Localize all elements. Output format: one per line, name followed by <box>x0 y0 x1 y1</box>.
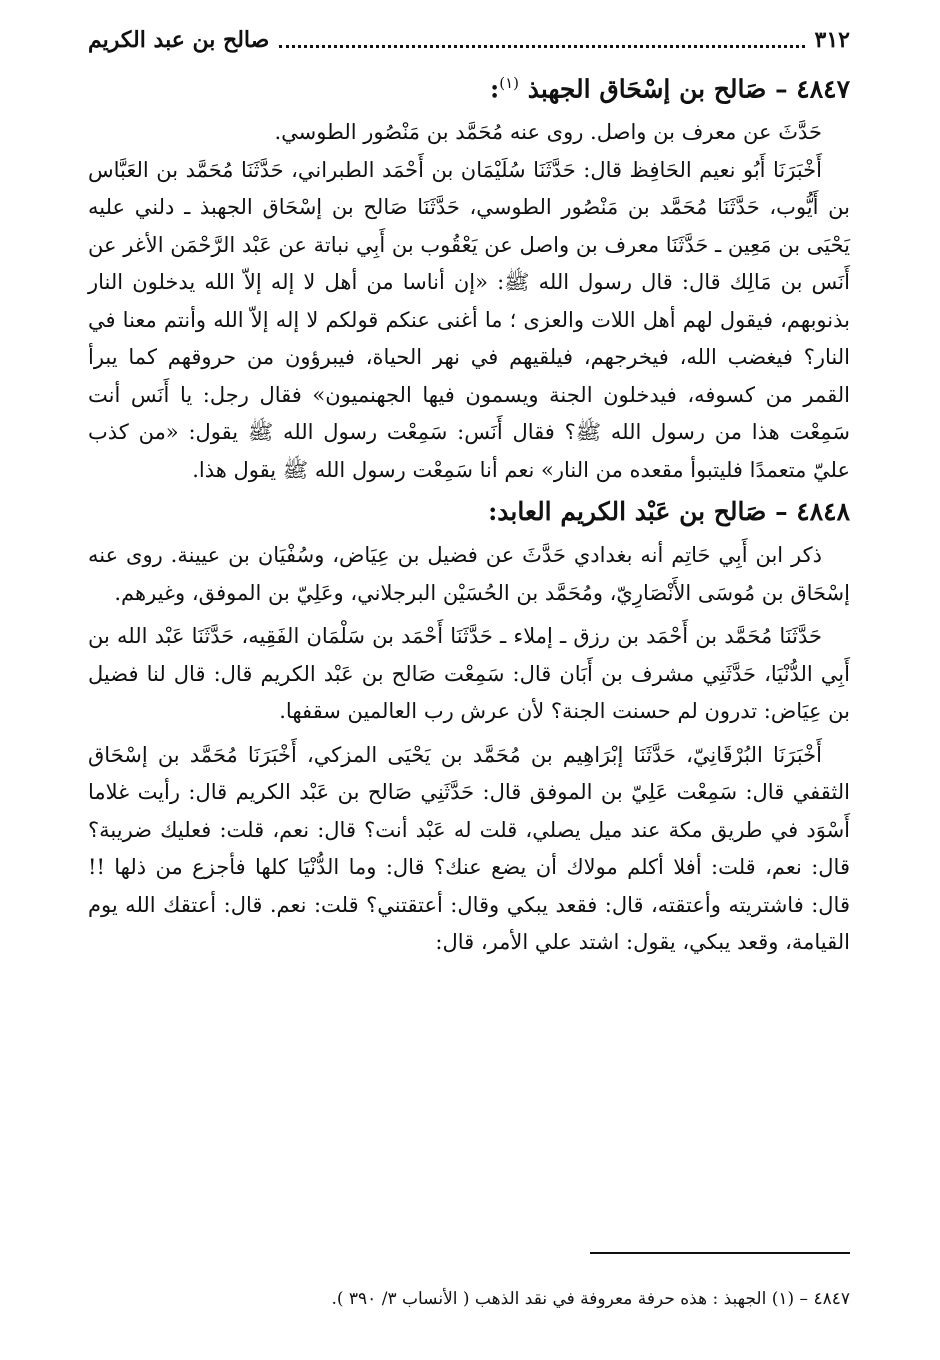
entry-title-text: ٤٨٤٨ – صَالح بن عَبْد الكريم العابد: <box>488 497 850 527</box>
entry-4848-summary: ذكر ابن أَبِي حَاتِم أنه بغدادي حَدَّثَ عن فضيل بن عِيَاض، وسُفْيَان بن عيينة. روى عنه إسْحَاق بن مُوسَى الأَنْصَارِيّ، ومُحَمَّد بن الحُسَيْن البرجلاني، وعَلِيّ بن الموفق، وغيرهم. <box>88 543 850 605</box>
running-header <box>88 20 850 60</box>
entry-title-text: ٤٨٤٧ – صَالح بن إسْحَاق الجهبذ <box>527 74 850 104</box>
running-title: صالح بن عبد الكريم <box>88 27 270 53</box>
entry-title-4848 <box>88 491 850 533</box>
book-page <box>88 20 850 1340</box>
footnote-marker: (١) <box>499 74 520 92</box>
footnote: ٤٨٤٧ – (١) الجهبذ : هذه حرفة معروفة في نقد الذهب ( الأنساب ٣/ ٣٩٠ ). <box>331 1289 850 1309</box>
page-number: ٣١٢ <box>814 27 850 53</box>
entry-4848-narration-1: حَدَّثَنَا مُحَمَّد بن أَحْمَد بن رزق ـ إملاء ـ حَدَّثَنَا أَحْمَد بن سَلْمَان الفَقِيه، حَدَّثَنَا عَبْد الله بن أَبِي الدُّنْيَا، حَدَّثَنِي مشرف بن أَبَان قال: سَمِعْت صَالح بن عَبْد الكريم قال: قال لنا فضيل بن عِيَاض: تدرون لم حسنت الجنة؟ لأن عرش رب العالمين سقفها. <box>88 624 850 724</box>
entry-4848-narration-2: أَخْبَرَنَا البُرْقَانِيّ، حَدَّثَنَا إبْرَاهِيم بن مُحَمَّد بن يَحْيَى المزكي، أَخْبَرَنَا مُحَمَّد بن إسْحَاق الثقفي قال: سَمِعْت عَلِيّ بن الموفق قال: حَدَّثَنِي صَالح بن عَبْد الكريم قال: رأيت غلاما أَسْوَد في طريق مكة عند ميل يصلي، قلت له عَبْد أنت؟ قال: نعم، قلت: فعليك ضريبة؟ قال: نعم، قلت: أفلا أكلم مولاك أن يضع عنك؟ قال: وما الدُّنْيَا كلها فأجزع من ذلها !! قال: فاشتريته وأعتقته، قال: فقعد يبكي وقال: أعتقتني؟ قلت: نعم. قال: أعتقك الله يوم القيامة، وقعد يبكي، يقول: اشتد علي الأمر، قال: <box>88 742 850 955</box>
entry-title-4847 <box>88 62 850 110</box>
entry-4847-summary: حَدَّثَ عن معرف بن واصل. روى عنه مُحَمَّد بن مَنْصُور الطوسي. <box>274 120 822 145</box>
footnote-divider <box>590 1252 850 1254</box>
entry-title-colon: : <box>490 74 500 104</box>
leader-dots <box>279 45 804 48</box>
entry-4847-hadith: أَخْبَرَنَا أَبُو نعيم الحَافِظ قال: حَدَّثَنَا سُلَيْمَان بن أَحْمَد الطبراني، حَدَّثَنَا مُحَمَّد بن العَبَّاس بن أَيُّوب، حَدَّثَنَا مُحَمَّد بن مَنْصُور الطوسي، حَدَّثَنَا صَالح بن إسْحَاق الجهبذ ـ دلني عليه يَحْيَى بن مَعِين ـ حَدَّثَنَا معرف بن واصل عن يَعْقُوب بن أَبِي نباتة عن عَبْد الرَّحْمَن الأغر عن أَنَس بن مَالِك قال: قال رسول الله ﷺ: «إن أناسا من أهل لا إله إلاّ الله يدخلون النار بذنوبهم، فيقول لهم أهل اللات والعزى ؛ ما أغنى عنكم قولكم لا إله إلاّ الله وأنتم معنا في النار؟ فيغضب الله، فيخرجهم، فيلقيهم في نهر الحياة، فيبرؤون من حروقهم كما يبرأ القمر من كسوفه، فيدخلون الجنة ويسمون فيها الجهنميون» فقال رجل: يا أَنَس أنت سَمِعْت هذا من رسول الله ﷺ؟ فقال أَنَس: سَمِعْت رسول الله ﷺ يقول: «من كذب عليّ متعمدًا فليتبوأ مقعده من النار» نعم أنا سَمِعْت رسول الله ﷺ يقول هذا. <box>88 157 850 482</box>
